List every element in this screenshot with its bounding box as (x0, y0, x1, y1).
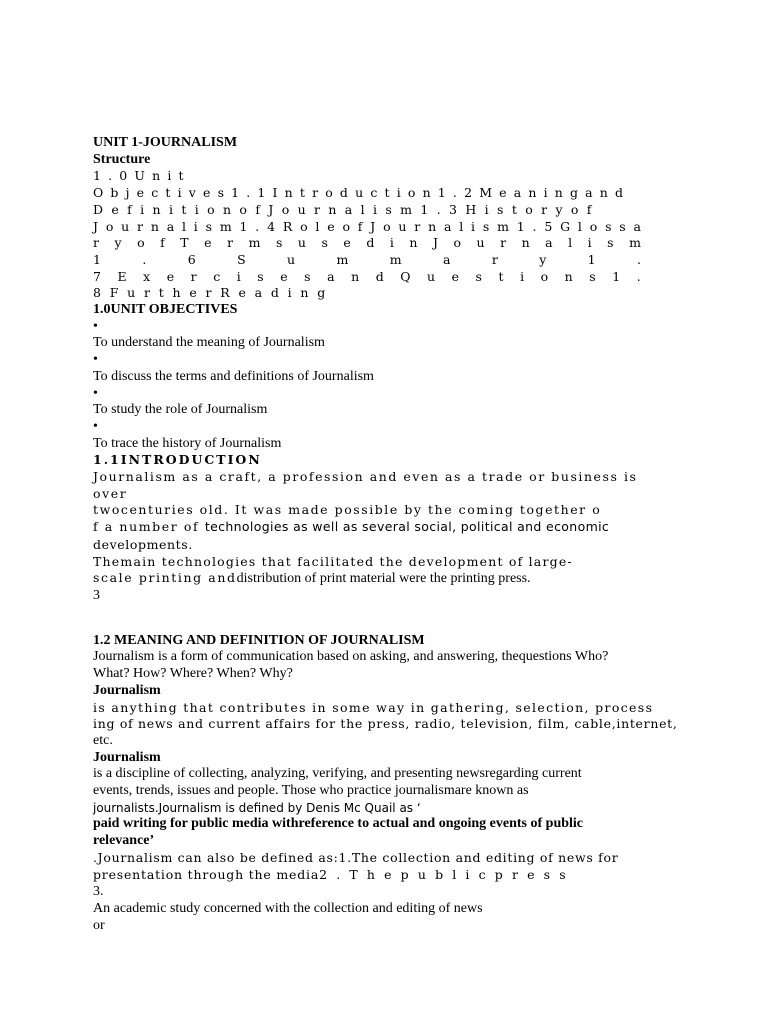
toc-glyph: r (227, 235, 234, 251)
toc-line-7 (93, 269, 641, 286)
toc-glyph: 4 (267, 218, 276, 234)
intro-line-4 (93, 519, 693, 537)
meaning-p4-line-2a: presentation through the media (93, 866, 320, 882)
toc-line-1: 1 . 0 U n i t (93, 168, 186, 184)
intro-line-2: over (93, 485, 128, 501)
intro-line-4-spaced: f a number of (93, 519, 205, 535)
toc-glyph: o (453, 235, 461, 251)
intro-line-7-rest: distribution of print material were the printing press. (236, 571, 531, 587)
toc-glyph: l (315, 218, 320, 234)
toc-glyph: l (568, 235, 573, 251)
toc-glyph: . (255, 218, 260, 234)
toc-glyph: r (190, 268, 197, 284)
toc-glyph: e (343, 235, 351, 251)
toc-glyph: i (471, 218, 476, 234)
intro-line-1: Journalism as a craft, a profession and even as a trade or business is (93, 469, 638, 485)
intro-line-4-rest: technologies as well as several social, political and economic (204, 519, 610, 535)
toc-glyph: s (482, 218, 490, 234)
toc-glyph: s (257, 268, 264, 284)
meaning-p4-line-3: 3. (93, 884, 104, 900)
toc-glyph: u (287, 251, 296, 267)
toc-glyph: n (351, 268, 360, 284)
toc-glyph: . (636, 268, 641, 284)
toc-glyph: R (282, 218, 293, 234)
bullet-icon: • (93, 318, 98, 334)
toc-glyph: f (160, 235, 165, 251)
bullet-icon: • (93, 418, 98, 434)
toc-glyph: 1 (587, 251, 596, 267)
toc-glyph: 1 (93, 251, 101, 267)
toc-glyph: S (237, 251, 246, 267)
toc-glyph: 7 (93, 268, 101, 284)
toc-glyph: J (93, 218, 99, 234)
toc-glyph: m (629, 235, 641, 251)
toc-glyph: 1 (516, 218, 525, 234)
page-number: 3 (93, 587, 100, 603)
toc-glyph: d (375, 268, 384, 284)
toc-glyph: r (491, 251, 498, 267)
meaning-p3-line-2: events, trends, issues and people. Those who practice journalismare known as (93, 783, 529, 799)
objective-item: To study the role of Journalism (93, 402, 268, 418)
toc-glyph: l (181, 218, 186, 234)
meaning-p4-line-4: An academic study concerned with the collection and editing of news (93, 900, 483, 916)
toc-glyph: m (497, 218, 509, 234)
toc-glyph: i (389, 235, 394, 251)
toc-line-3: D e f i n i t i o n o f J o u r n a l i s m 1 . 3 H i s t o r y o f (93, 201, 594, 217)
toc-glyph: s (475, 268, 482, 284)
toc-glyph: s (275, 235, 283, 251)
toc-glyph: r (137, 218, 144, 234)
toc-glyph: r (93, 235, 99, 251)
toc-glyph: s (607, 235, 614, 251)
toc-glyph: o (540, 268, 549, 284)
toc-glyph: o (589, 218, 598, 234)
toc-glyph: l (459, 218, 464, 234)
toc-glyph: Q (400, 268, 411, 284)
toc-glyph: u (121, 218, 130, 234)
toc-glyph: u (476, 235, 485, 251)
toc-glyph: o (105, 218, 114, 234)
intro-line-6: Themain technologies that facilitated the development of large- (93, 553, 573, 569)
meaning-p1-line-2: What? How? Where? When? Why? (93, 666, 293, 682)
structure-label: Structure (93, 151, 151, 167)
toc-glyph: d (366, 235, 375, 251)
toc-glyph: E (117, 268, 127, 284)
intro-line-7 (93, 570, 693, 588)
toc-glyph: m (389, 251, 402, 267)
toc-glyph: 1 (239, 218, 248, 234)
toc-glyph: n (409, 235, 418, 251)
toc-glyph: i (520, 268, 525, 284)
toc-glyph: s (321, 235, 328, 251)
toc-glyph: 5 (544, 218, 553, 234)
toc-glyph: c (213, 268, 221, 284)
toc-glyph: a (166, 218, 175, 234)
toc-glyph: G (560, 218, 571, 234)
toc-glyph: i (236, 268, 241, 284)
toc-line-8: 8 F u r t h e r R e a d i n g (93, 285, 328, 301)
document-page (93, 135, 693, 934)
toc-glyph: o (300, 218, 308, 234)
objective-item: To discuss the terms and definitions of Journalism (93, 368, 374, 384)
toc-glyph: e (327, 218, 335, 234)
meaning-p4-line-2b: 2 . T h e p u b l i c p r e s s (319, 866, 569, 882)
journalism-bold-2: Journalism (93, 749, 161, 765)
toc-glyph: e (451, 268, 460, 284)
toc-glyph: s (619, 218, 626, 234)
quote-line-1: paid writing for public media withreference to actual and ongoing events of public (93, 816, 584, 832)
toc-glyph: . (532, 218, 537, 234)
toc-glyph: s (304, 268, 311, 284)
toc-glyph: e (280, 268, 288, 284)
toc-glyph: n (521, 235, 530, 251)
toc-glyph: f (357, 218, 363, 234)
intro-line-5: developments. (93, 536, 193, 552)
toc-glyph: x (143, 268, 151, 284)
toc-glyph: l (577, 218, 582, 234)
toc-glyph: a (633, 218, 641, 234)
toc-glyph: s (589, 268, 596, 284)
unit-heading: UNIT 1-JOURNALISM (93, 135, 238, 150)
toc-glyph: u (398, 218, 407, 234)
toc-glyph: . (637, 251, 641, 267)
intro-line-3: twocenturies old. It was made possible by the coming together o (93, 502, 602, 518)
toc-glyph: J (370, 218, 376, 234)
objectives-list (93, 319, 693, 453)
toc-glyph: 1 (612, 268, 621, 284)
toc-glyph: n (428, 218, 437, 234)
toc-glyph: r (500, 235, 507, 251)
meaning-p2-line-2: ing of news and current affairs for the press, radio, television, film, cable,internet, (93, 716, 678, 732)
toc-glyph: i (587, 235, 592, 251)
toc-line-5 (93, 235, 641, 252)
section-title-meaning: 1.2 MEANING AND DEFINITION OF JOURNALISM (93, 632, 425, 648)
meaning-p4-line-1: .Journalism can also be defined as:1.The collection and editing of news for (93, 849, 619, 865)
toc-glyph: a (545, 235, 553, 251)
toc-glyph: s (605, 218, 612, 234)
toc-glyph: s (205, 218, 213, 234)
objectives-title: 1.0UNIT OBJECTIVES (93, 302, 238, 318)
meaning-p2-line-3: etc. (93, 732, 113, 748)
toc-line-2: O b j e c t i v e s 1 . 1 I n t r o d u c t i o n 1 . 2 M e a n i n g a n d (93, 185, 625, 201)
meaning-p3-line-3: journalists.Journalism is defined by Denis Mc Quail as ‘ (93, 800, 421, 815)
toc-glyph: a (442, 251, 451, 267)
toc-glyph: i (193, 218, 198, 234)
toc-glyph: . (142, 251, 147, 267)
meaning-p3-line-1: is a discipline of collecting, analyzing, verifying, and presenting newsregarding current (93, 766, 582, 782)
intro-line-7-spaced: scale printing and (93, 570, 237, 586)
introduction-title: 1.1INTRODUCTION (93, 452, 262, 468)
toc-glyph: e (166, 268, 175, 284)
toc-glyph: y (114, 235, 122, 251)
toc-line-6 (93, 252, 641, 269)
toc-glyph: o (342, 218, 350, 234)
toc-glyph: a (327, 268, 335, 284)
toc-glyph: t (498, 268, 504, 284)
toc-line-4 (93, 219, 641, 236)
quote-line-2: relevance’ (93, 833, 155, 849)
toc-glyph: 6 (187, 251, 196, 267)
toc-glyph: u (297, 235, 306, 251)
toc-glyph: o (137, 235, 145, 251)
objective-item: To trace the history of Journalism (93, 435, 282, 451)
bullet-icon: • (93, 385, 98, 401)
toc-glyph: m (248, 235, 261, 251)
meaning-p4-line-2 (93, 867, 693, 885)
toc-glyph: m (219, 218, 232, 234)
toc-glyph: n (564, 268, 573, 284)
toc-glyph: n (150, 218, 159, 234)
toc-glyph: T (180, 235, 189, 251)
meaning-p1-line-1: Journalism is a form of communication based on asking, and answering, thequestions Who? (93, 649, 609, 665)
toc-glyph: o (383, 218, 391, 234)
toc-glyph: e (204, 235, 212, 251)
objective-item: To understand the meaning of Journalism (93, 335, 325, 351)
meaning-p4-line-5: or (93, 917, 105, 933)
bullet-icon: • (93, 352, 98, 368)
journalism-bold-1: Journalism (93, 682, 161, 698)
toc-glyph: r (414, 218, 421, 234)
toc-glyph: a (443, 218, 452, 234)
toc-glyph: u (427, 268, 436, 284)
toc-glyph: J (432, 235, 438, 251)
meaning-p2-line-1: is anything that contributes in some way in gathering, selection, process (93, 699, 654, 715)
toc-glyph: y (539, 251, 547, 267)
toc-glyph: m (336, 251, 349, 267)
